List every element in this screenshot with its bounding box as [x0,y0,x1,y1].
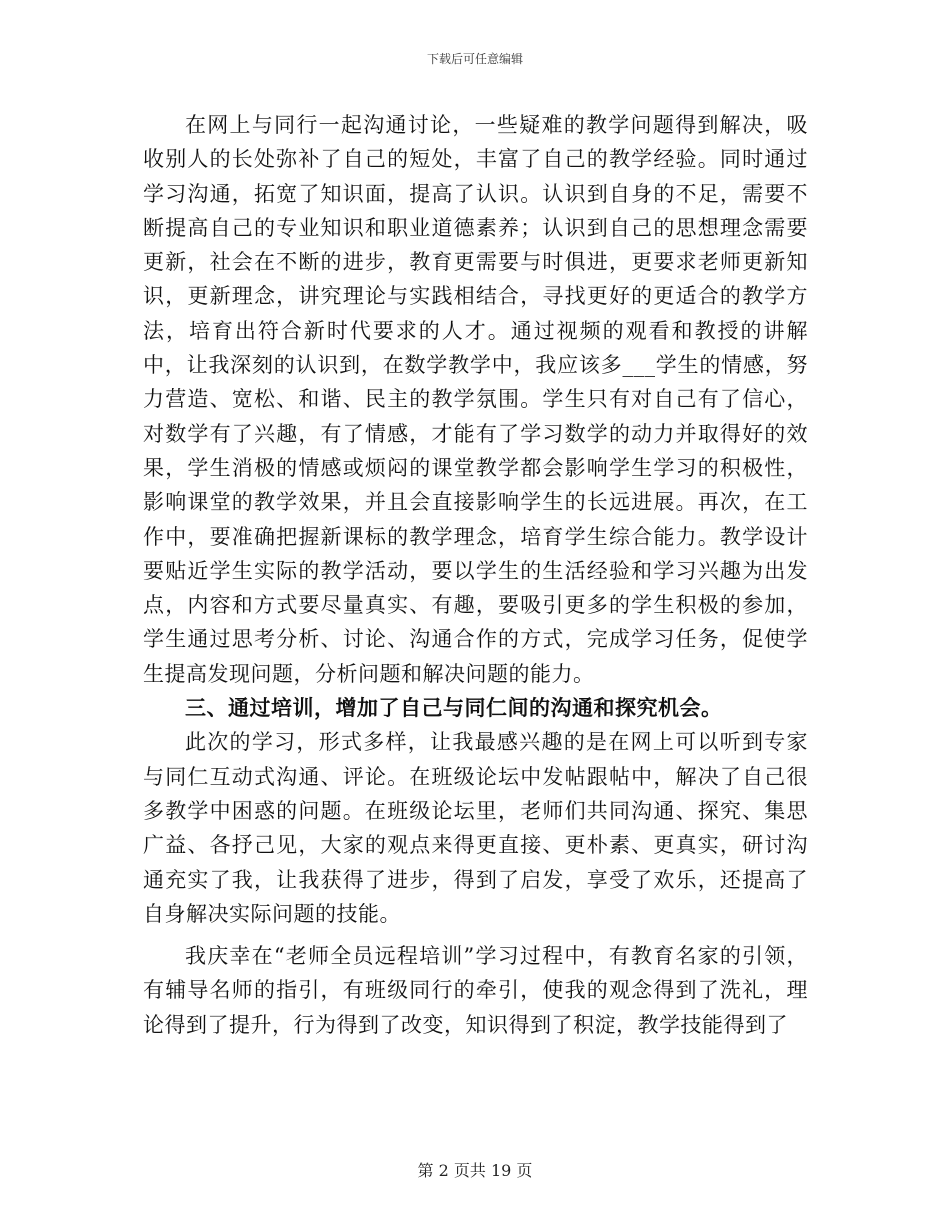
page-number: 第 2 页共 19 页 [417,1161,533,1180]
body-paragraph-2: 此次的学习，形式多样，让我最感兴趣的是在网上可以听到专家与同仁互动式沟通、评论。在班级论坛中发帖跟帖中，解决了自己很多教学中困惑的问题。在班级论坛里，老师们共同沟通、探究、集思广益、各抒己见，大家的观点来得更直接、更朴素、更真实，研讨沟通充实了我，让我获得了进步，得到了启发，享受了欢乐，还提高了自身解决实际问题的技能。 [143,730,808,926]
document-body [143,108,808,1042]
page-header: 下载后可任意编辑 [426,52,523,66]
section-heading-3: 三、通过培训，增加了自己与同仁间的沟通和探究机会。 [185,695,723,721]
body-paragraph-3: 我庆幸在“老师全员远程培训”学习过程中，有教育名家的引领，有辅导名师的指引，有班级同行的牵引，使我的观念得到了洗礼，理论得到了提升，行为得到了改变，知识得到了积淀，教学技能得到了 [143,944,808,1037]
body-paragraph-1: 在网上与同行一起沟通讨论，一些疑难的教学问题得到解决，吸收别人的长处弥补了自己的短处，丰富了自己的教学经验。同时通过学习沟通，拓宽了知识面，提高了认识。认识到自身的不足，需要不断提高自己的专业知识和职业道德素养；认识到自己的思想理念需要更新，社会在不断的进步，教育更需要与时俱进，更要求老师更新知识，更新理念，讲究理论与实践相结合，寻找更好的更适合的教学方法，培育出符合新时代要求的人才。通过视频的观看和教授的讲解中，让我深刻的认识到，在数学教学中，我应该多___学生的情感，努力营造、宽松、和谐、民主的教学氛围。学生只有对自己有了信心，对数学有了兴趣，有了情感，才能有了学习数学的动力并取得好的效果，学生消极的情感或烦闷的课堂教学都会影响学生学习的积极性，影响课堂的教学效果，并且会直接影响学生的长远进展。再次，在工作中，要准确把握新课标的教学理念，培育学生综合能力。教学设计要贴近学生实际的教学活动，要以学生的生活经验和学习兴趣为出发点，内容和方式要尽量真实、有趣，要吸引更多的学生积极的参加，学生通过思考分析、讨论、沟通合作的方式，完成学习任务，促使学生提高发现问题，分析问题和解决问题的能力。 [143,113,808,686]
